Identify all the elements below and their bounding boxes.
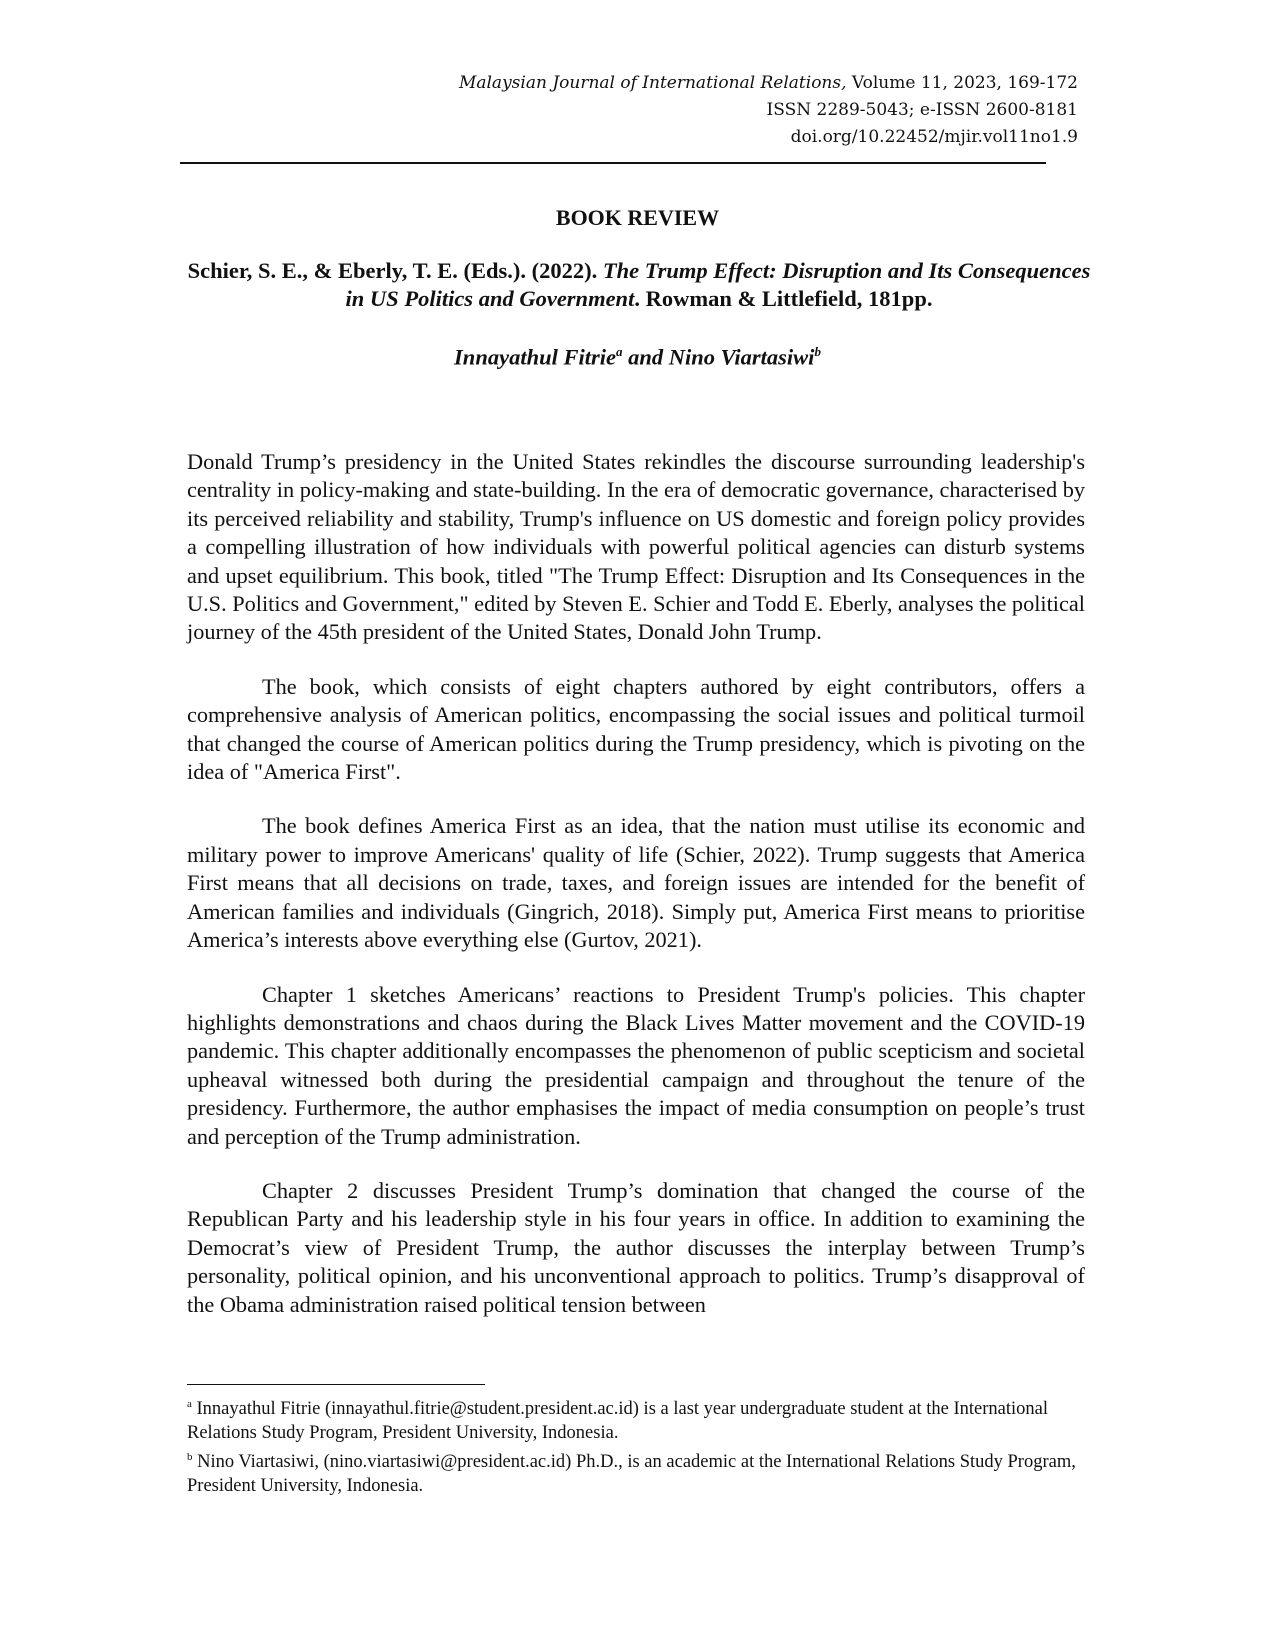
paragraph-5: Chapter 2 discusses President Trump’s domination that changed the course of the Republican Party and his leadership style in his four years in office. In addition to examining the Democrat’s view of President Trump, the author discusses the interplay between Trump’s personality, political opinion, and his unconventional approach to politics. Trump’s disapproval of the Obama administration raised political tension between [187, 1177, 1085, 1317]
journal-name: Malaysian Journal of International Relations, [458, 73, 847, 93]
header-rule [180, 162, 1046, 164]
issn-line: ISSN 2289-5043; e-ISSN 2600-8181 [766, 100, 1078, 120]
citation-publisher: . Rowman & Littlefield, 181pp. [634, 286, 933, 311]
book-citation [180, 257, 1098, 313]
citation-editors: Schier, S. E., & Eberly, T. E. (Eds.). (2022). [187, 258, 603, 283]
journal-header [180, 70, 1078, 151]
footnote-a-mark: a [187, 1398, 192, 1410]
paragraph-1: Donald Trump’s presidency in the United States rekindles the discourse surrounding leadership's centrality in policy-making and state-building. In the era of democratic governance, characterised by its perceived reliability and stability, Trump's influence on US domestic and foreign policy provides a compelling illustration of how individuals with powerful political agencies can disturb systems and upset equilibrium. This book, titled "The Trump Effect: Disruption and Its Consequences in the U.S. Politics and Government," edited by Steven E. Schier and Todd E. Eberly, analyses the political journey of the 45th president of the United States, Donald John Trump. [187, 449, 1085, 645]
paragraph-3: The book defines America First as an idea, that the nation must utilise its economic and military power to improve Americans' quality of life (Schier, 2022). Trump suggests that America First means that all decisions on trade, taxes, and foreign issues are intended for the benefit of American families and individuals (Gingrich, 2018). Simply put, America First means to prioritise America’s interests above everything else (Gurtov, 2021). [187, 813, 1085, 953]
author-conjunction: and [622, 344, 669, 370]
footnote-b [187, 1445, 1085, 1498]
footnote-a-text: Innayathul Fitrie (innayathul.fitrie@student.president.ac.id) is a last year undergraduate student at the International Relations Study Program, President University, Indonesia. [187, 1399, 1049, 1444]
author-2-mark: b [814, 344, 821, 359]
footnote-a [187, 1392, 1085, 1445]
paragraph-4: Chapter 1 sketches Americans’ reactions to President Trump's policies. This chapter highlights demonstrations and chaos during the Black Lives Matter movement and the COVID-19 pandemic. This chapter additionally encompasses the phenomenon of public scepticism and societal upheaval witnessed both during the presidential campaign and throughout the tenure of the presidency. Furthermore, the author emphasises the impact of media consumption on people’s trust and perception of the Trump administration. [187, 981, 1085, 1149]
journal-citation-line [180, 70, 1078, 97]
author-1-mark: a [615, 344, 623, 359]
doi-line: doi.org/10.22452/mjir.vol11no1.9 [790, 127, 1078, 147]
footnote-b-text: Nino Viartasiwi, (nino.viartasiwi@president.ac.id) Ph.D., is an academic at the International Relations Study Program, President University, Indonesia. [187, 1452, 1076, 1497]
author-2: Nino Viartasiwi [668, 344, 815, 370]
footnotes [187, 1392, 1085, 1498]
footnote-rule [187, 1384, 485, 1385]
author-1: Innayathul Fitrie [454, 344, 616, 370]
book-title: The Trump Effect: Disruption and Its Consequences in US Politics and Government [345, 258, 1091, 311]
volume-pages: Volume 11, 2023, 169-172 [846, 73, 1078, 93]
paragraph-2: The book, which consists of eight chapters authored by eight contributors, offers a comprehensive analysis of American politics, encompassing the social issues and political turmoil that changed the course of American politics during the Trump presidency, which is pivoting on the idea of "America First". [187, 673, 1085, 785]
section-label: BOOK REVIEW [555, 205, 720, 230]
review-authors [0, 338, 1275, 372]
review-body [187, 448, 1085, 1345]
footnote-b-mark: b [187, 1451, 193, 1464]
